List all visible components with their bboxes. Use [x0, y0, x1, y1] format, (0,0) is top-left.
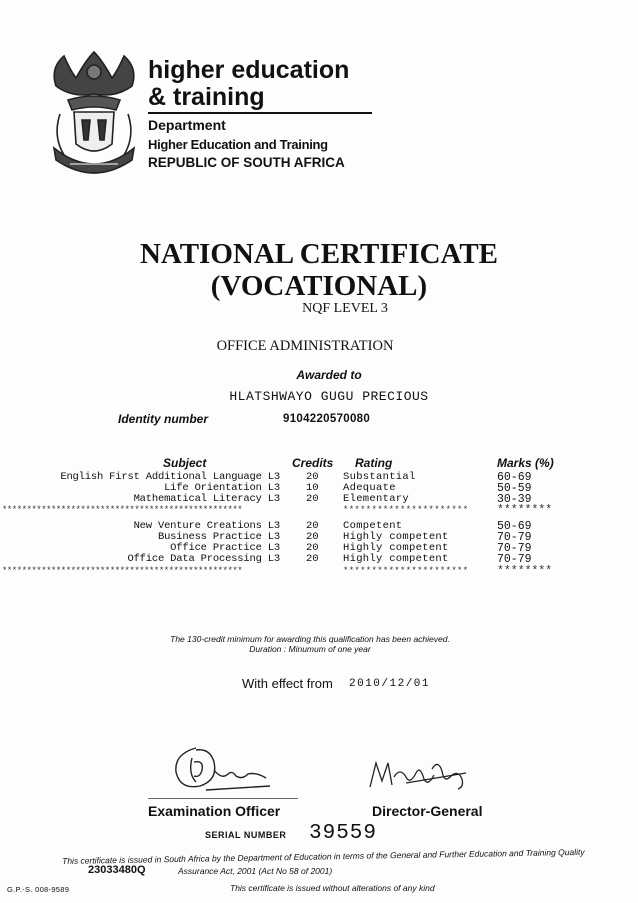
brand-line2: & training	[148, 83, 265, 111]
row-rating: Highly competent	[343, 553, 449, 565]
identity-number-value: 9104220570080	[283, 413, 371, 425]
row-subject: English First Additional Language L3	[60, 471, 280, 483]
examination-officer-label: Examination Officer	[148, 803, 281, 819]
print-code: G.P.-S. 008-9589	[7, 885, 70, 894]
separator-stars: *************************************************	[2, 505, 243, 515]
issued-statement: This certificate is issued in South Africa by the Department of Education in terms of the General and Further Education and Training Quality	[62, 846, 585, 866]
row-subject: New Venture Creations L3	[133, 520, 280, 532]
director-general-signature-icon	[366, 755, 476, 795]
row-credits: 20	[306, 520, 319, 532]
table-row	[0, 472, 638, 483]
header-credits: Credits	[292, 456, 334, 470]
row-marks: 70-79	[497, 553, 532, 566]
row-marks: 30-39	[497, 493, 532, 506]
table-row	[0, 543, 638, 554]
credit-note: The 130-credit minimum for awarding this qualification has been achieved.	[170, 634, 450, 644]
certificate-code: 23033480Q	[88, 864, 146, 876]
separator-stars: ********	[497, 504, 553, 517]
separator-stars: **********************	[343, 566, 469, 576]
director-general-label: Director-General	[372, 803, 483, 819]
row-credits: 20	[306, 542, 319, 554]
duration-note: Duration : Minumum of one year	[249, 644, 371, 654]
department-label: Department	[148, 117, 226, 133]
separator-stars: **********************	[343, 505, 469, 515]
department-name: Higher Education and Training	[148, 137, 328, 152]
serial-number-value: 39559	[309, 822, 378, 845]
table-separator	[0, 505, 638, 516]
table-row	[0, 532, 638, 543]
row-credits: 20	[306, 471, 319, 483]
row-subject: Office Practice L3	[170, 542, 280, 554]
row-subject: Business Practice L3	[157, 531, 280, 543]
nqf-level: NQF LEVEL 3	[302, 301, 388, 316]
certificate-title-line2: (VOCATIONAL)	[210, 270, 428, 302]
awarded-label: Awarded to	[296, 368, 362, 382]
coat-of-arms-icon	[46, 48, 142, 178]
effect-label: With effect from	[242, 676, 333, 691]
row-marks: 50-69	[497, 520, 532, 533]
table-row	[0, 521, 638, 532]
table-separator	[0, 566, 638, 577]
row-marks: 70-79	[497, 542, 532, 555]
holder-name: HLATSHWAYO GUGU PRECIOUS	[229, 389, 429, 404]
header-rating: Rating	[355, 456, 393, 470]
row-credits: 10	[306, 482, 319, 494]
row-subject: Mathematical Literacy L3	[133, 493, 280, 505]
row-credits: 20	[306, 553, 319, 565]
separator-stars: *************************************************	[2, 566, 243, 576]
row-subject: Life Orientation L3	[164, 482, 280, 494]
certificate-title-line1: NATIONAL CERTIFICATE	[139, 238, 499, 270]
no-alteration-statement: This certificate is issued without alterations of any kind	[230, 883, 435, 893]
row-subject: Office Data Processing L3	[127, 553, 280, 565]
brand-line1: higher education	[148, 56, 350, 84]
identity-number-label: Identity number	[118, 412, 209, 426]
effect-date: 2010/12/01	[349, 678, 431, 690]
row-rating: Elementary	[343, 493, 410, 505]
row-marks: 50-59	[497, 482, 532, 495]
row-credits: 20	[306, 493, 319, 505]
row-rating: Substantial	[343, 471, 416, 483]
row-rating: Competent	[343, 520, 403, 532]
header-rule	[148, 112, 372, 114]
serial-number-label: SERIAL NUMBER	[205, 830, 287, 840]
row-rating: Highly competent	[343, 531, 449, 543]
row-rating: Adequate	[343, 482, 396, 494]
signature-line	[148, 798, 298, 799]
row-marks: 60-69	[497, 471, 532, 484]
row-rating: Highly competent	[343, 542, 449, 554]
table-row	[0, 554, 638, 565]
act-reference: Assurance Act, 2001 (Act No 58 of 2001)	[178, 866, 333, 876]
examination-officer-signature-icon	[166, 740, 276, 795]
row-marks: 70-79	[497, 531, 532, 544]
table-row	[0, 483, 638, 494]
country-name: REPUBLIC OF SOUTH AFRICA	[148, 155, 345, 170]
header-subject: Subject	[163, 456, 207, 470]
header-marks: Marks (%)	[497, 456, 554, 470]
row-credits: 20	[306, 531, 319, 543]
separator-stars: ********	[497, 565, 553, 578]
programme-name: OFFICE ADMINISTRATION	[216, 338, 394, 354]
